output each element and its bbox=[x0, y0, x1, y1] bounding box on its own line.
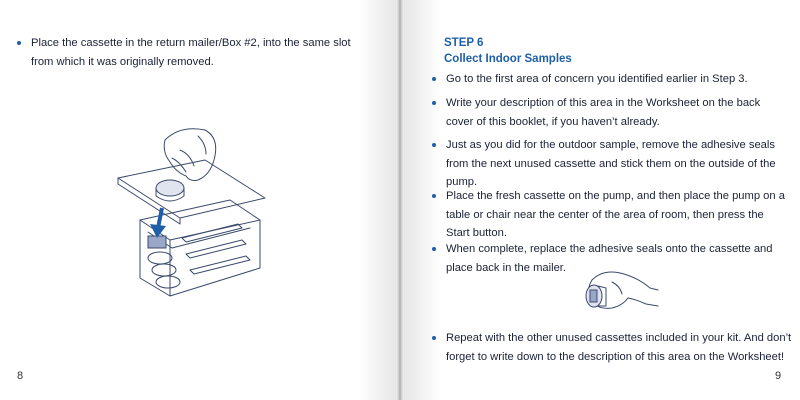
step-subtitle: Collect Indoor Samples bbox=[444, 53, 572, 65]
hand-holding-cassette-illustration bbox=[572, 268, 662, 316]
right-bullet-3: Just as you did for the outdoor sample, remove the adhesive seals from the next unused cassette and stick them on the outside of the pump. bbox=[432, 136, 786, 192]
left-page-number: 8 bbox=[17, 370, 24, 382]
right-bullet-5: When complete, replace the adhesive seals onto the cassette and place back in the mailer. bbox=[432, 240, 786, 277]
right-bullet-1: Go to the first area of concern you identified earlier in Step 3. bbox=[432, 70, 786, 89]
right-page-number: 9 bbox=[775, 370, 782, 382]
step-title: STEP 6 bbox=[444, 37, 484, 49]
mailer-box-illustration bbox=[110, 120, 285, 320]
right-bullet-6: Repeat with the other unused cassettes included in your kit. And don’t forget to write down to the description of this area on the Worksheet! bbox=[432, 329, 800, 366]
right-bullet-2: Write your description of this area in the Worksheet on the back cover of this booklet, if you haven’t already. bbox=[432, 94, 776, 131]
book-gutter bbox=[396, 0, 404, 400]
right-bullet-4: Place the fresh cassette on the pump, and then place the pump on a table or chair near the center of the area of room, then press the Start button. bbox=[432, 187, 786, 243]
left-bullet-return-mailer: Place the cassette in the return mailer/Box #2, into the same slot from which it was originally removed. bbox=[17, 34, 361, 71]
